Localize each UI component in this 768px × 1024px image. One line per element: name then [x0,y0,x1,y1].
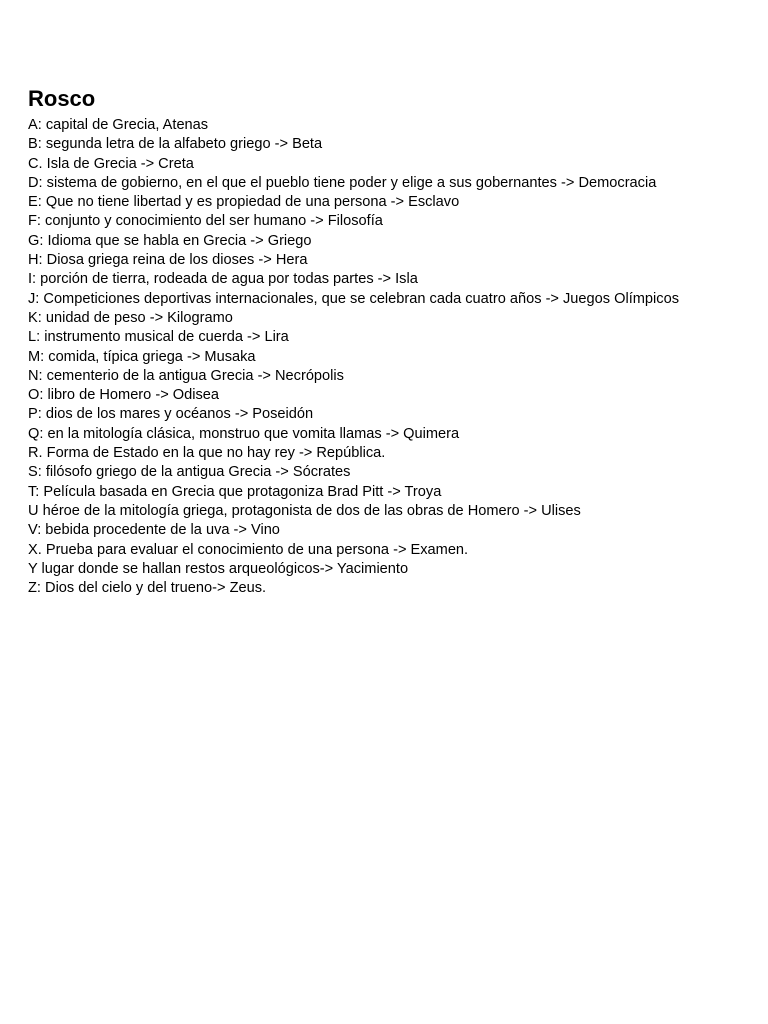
rosco-line-v: V: bebida procedente de la uva -> Vino [28,522,280,539]
rosco-line-i: I: porción de tierra, rodeada de agua por todas partes -> Isla [28,271,418,288]
rosco-line-q: Q: en la mitología clásica, monstruo que vomita llamas -> Quimera [28,425,460,442]
rosco-line-f: F: conjunto y conocimiento del ser humano -> Filosofía [28,213,383,230]
rosco-line-j: J: Competiciones deportivas internacionales, que se celebran cada cuatro años -> Juegos Olímpicos [28,290,679,307]
rosco-line-d: D: sistema de gobierno, en el que el pueblo tiene poder y elige a sus gobernantes -> Democracia [28,174,657,191]
rosco-line-g: G: Idioma que se habla en Grecia -> Griego [28,232,312,249]
document-page [28,86,758,598]
rosco-line-x: X. Prueba para evaluar el conocimiento de una persona -> Examen. [28,541,469,558]
rosco-line-c: C. Isla de Grecia -> Creta [28,155,194,172]
rosco-line-n: N: cementerio de la antigua Grecia -> Necrópolis [28,367,344,384]
rosco-line-s: S: filósofo griego de la antigua Grecia -> Sócrates [28,464,351,481]
rosco-line-k: K: unidad de peso -> Kilogramo [28,309,233,326]
rosco-line-e: E: Que no tiene libertad y es propiedad de una persona -> Esclavo [28,194,460,211]
rosco-line-p: P: dios de los mares y océanos -> Poseidón [28,406,314,423]
rosco-line-r: R. Forma de Estado en la que no hay rey -> República. [28,445,386,462]
rosco-line-b: B: segunda letra de la alfabeto griego -> Beta [28,136,323,153]
rosco-line-o: O: libro de Homero -> Odisea [28,387,220,404]
rosco-line-z: Z: Dios del cielo y del trueno-> Zeus. [28,580,267,597]
rosco-line-y: Y lugar donde se hallan restos arqueológicos-> Yacimiento [28,560,409,577]
rosco-line-u: U héroe de la mitología griega, protagonista de dos de las obras de Homero -> Ulises [28,502,581,519]
rosco-line-a: A: capital de Grecia, Atenas [28,117,209,133]
rosco-line-l: L: instrumento musical de cuerda -> Lira [28,329,289,346]
rosco-line-t: T: Película basada en Grecia que protagoniza Brad Pitt -> Troya [28,483,442,500]
document-title: Rosco [28,86,96,111]
rosco-list [28,116,758,598]
rosco-line-h: H: Diosa griega reina de los dioses -> Hera [28,252,308,269]
rosco-line-m: M: comida, típica griega -> Musaka [28,348,256,365]
